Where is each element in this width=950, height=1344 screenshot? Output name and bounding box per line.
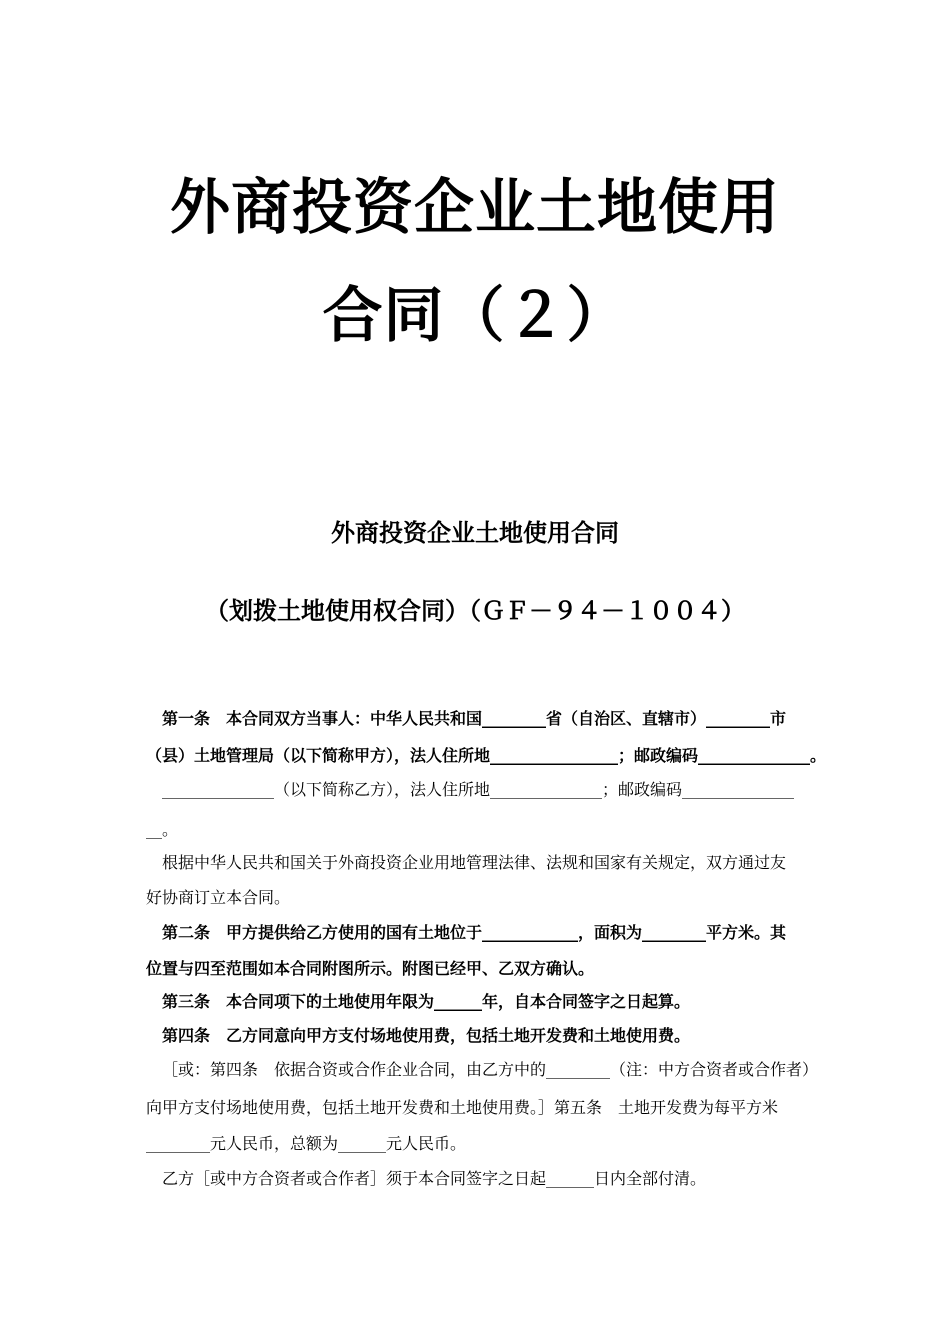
party-b-line-1: ______________（以下简称乙方），法人住所地______________；邮政编码______________ xyxy=(162,780,795,799)
article-2-line-1: 第二条 甲方提供给乙方使用的国有土地位于____________，面积为________平方米。其 xyxy=(162,923,787,942)
party-b-line-2: __。 xyxy=(146,820,179,839)
article-2-line-2: 位置与四至范围如本合同附图所示。附图已经甲、乙双方确认。 xyxy=(146,959,595,978)
article-5-line: ________元人民币，总额为______元人民币。 xyxy=(146,1134,467,1153)
preamble-line-1: 根据中华人民共和国关于外商投资企业用地管理法律、法规和国家有关规定，双方通过友 xyxy=(162,853,787,872)
preamble-line-2: 好协商订立本合同。 xyxy=(146,888,291,907)
document-title-line-1: 外商投资企业土地使用 xyxy=(170,173,780,243)
article-4-alt-line-1: ［或：第四条 依据合资或合作企业合同，由乙方中的________（注：中方合资者或合作者） xyxy=(162,1060,819,1079)
article-1-line-2: （县）土地管理局（以下简称甲方），法人住所地________________；邮政编码______________。 xyxy=(146,746,827,765)
article-1-line-1: 第一条 本合同双方当事人：中华人民共和国________省（自治区、直辖市）________市 xyxy=(162,709,787,728)
article-4-alt-line-2: 向甲方支付场地使用费，包括土地开发费和土地使用费。］第五条 土地开发费为每平方米 xyxy=(146,1098,779,1117)
contract-code-subtitle: （划拨土地使用权合同）（ＧＦ－９４－１００４） xyxy=(205,596,745,625)
document-title-line-2: 合同（２） xyxy=(322,281,628,351)
article-3: 第三条 本合同项下的土地使用年限为______年，自本合同签字之日起算。 xyxy=(162,992,691,1011)
article-4: 第四条 乙方同意向甲方支付场地使用费，包括土地开发费和土地使用费。 xyxy=(162,1026,691,1045)
contract-subtitle: 外商投资企业土地使用合同 xyxy=(331,518,619,547)
payment-deadline-line: 乙方［或中方合资者或合作者］须于本合同签字之日起______日内全部付清。 xyxy=(162,1169,707,1188)
